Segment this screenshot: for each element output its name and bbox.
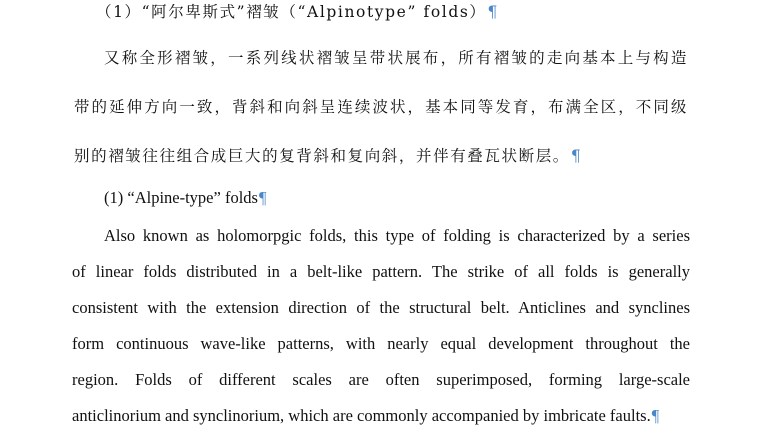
pilcrow-mark: ¶: [651, 406, 660, 425]
en-paragraph-line: [72, 298, 690, 318]
en-heading-text: (1) “Alpine-type” folds: [104, 188, 258, 207]
pilcrow-mark: ¶: [570, 147, 583, 165]
en-line-text: form continuous wave-like patterns, with nearly equal development throughout the: [72, 334, 690, 353]
en-line-text: region. Folds of different scales are often superimposed, forming large-scale: [72, 370, 690, 389]
en-line-text: of linear folds distributed in a belt-like pattern. The strike of all folds is generally: [72, 262, 690, 281]
zh-paragraph-line: [74, 97, 688, 117]
en-paragraph-line: [72, 262, 690, 282]
zh-line-text: 又称全形褶皱，一系列线状褶皱呈带状展布，所有褶皱的走向基本上与构造: [104, 49, 688, 67]
zh-heading: [96, 2, 499, 22]
zh-line-text: 别的褶皱往往组合成巨大的复背斜和复向斜，并伴有叠瓦状断层。: [74, 147, 570, 165]
zh-line-text: 带的延伸方向一致，背斜和向斜呈连续波状，基本同等发育，布满全区，不同级: [74, 98, 688, 116]
en-line-text: consistent with the extension direction of the structural belt. Anticlines and synclines: [72, 298, 690, 317]
en-line-text: Also known as holomorpgic folds, this type of folding is characterized by a series: [104, 226, 690, 245]
zh-paragraph-line: [74, 146, 582, 166]
en-paragraph-line: [72, 334, 690, 354]
zh-paragraph-line: [104, 48, 688, 68]
pilcrow-mark: ¶: [487, 3, 499, 21]
en-line-text: anticlinorium and synclinorium, which are commonly accompanied by imbricate faults.: [72, 406, 651, 425]
en-heading: [104, 188, 266, 208]
pilcrow-mark: ¶: [258, 188, 267, 207]
zh-heading-text: （1）“阿尔卑斯式”褶皱（“Alpinotype” folds）: [96, 3, 487, 21]
en-paragraph-line: [72, 406, 659, 426]
en-paragraph-line: [72, 370, 690, 390]
en-paragraph-line: [104, 226, 690, 246]
